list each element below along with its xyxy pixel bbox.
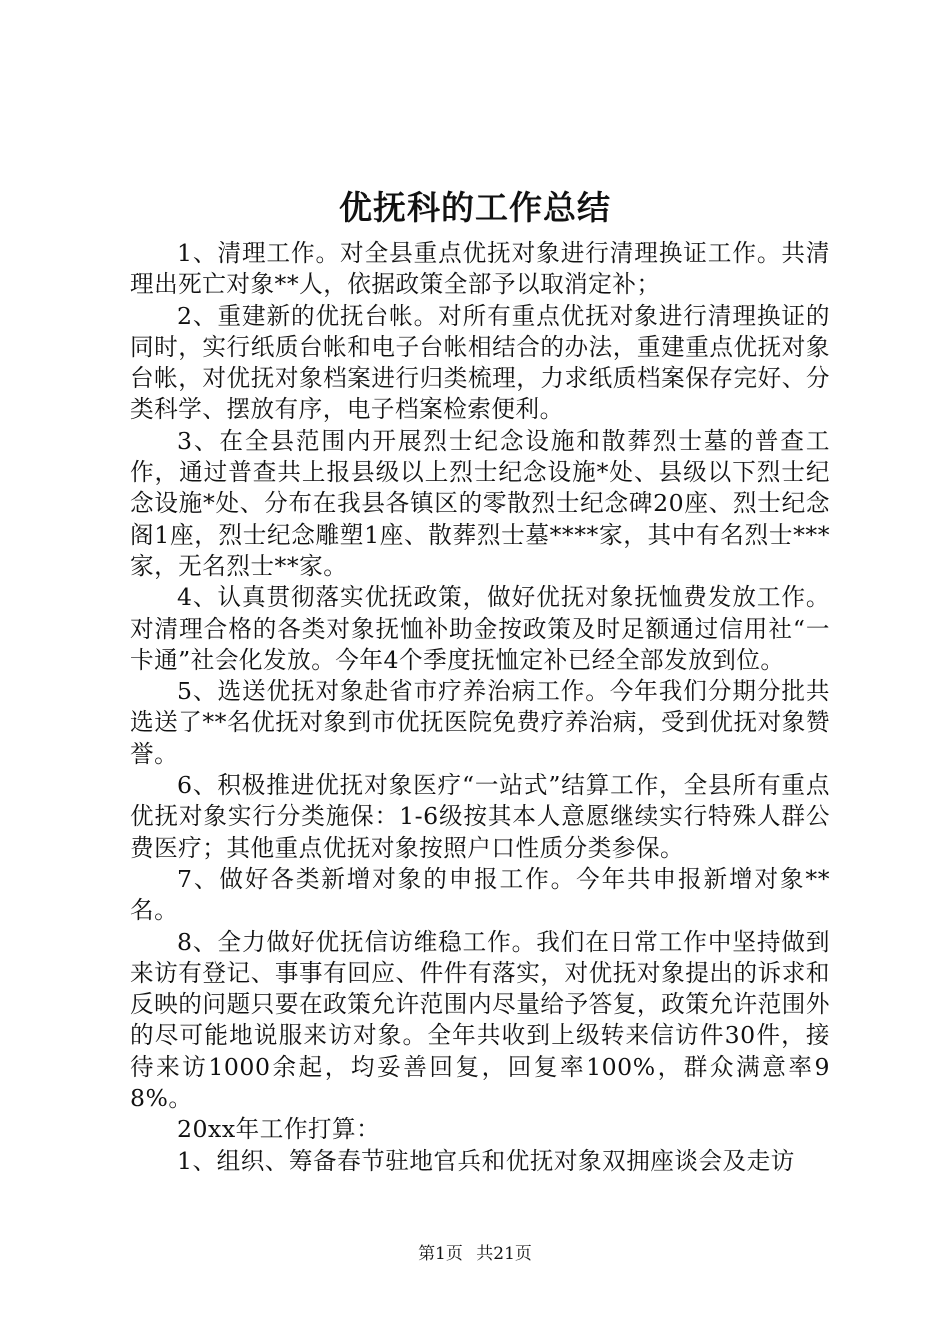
paragraph-8: 8、全力做好优抚信访维稳工作。我们在日常工作中坚持做到来访有登记、事事有回应、件件有落实，对优抚对象提出的诉求和反映的问题只要在政策允许范围内尽量给予答复，政策允许范围外的尽可能地说服来访对象。全年共收到上级转来信访件30件，接待来访1000余起，均妥善回复，回复率100%，群众满意率98%。	[130, 927, 830, 1113]
paragraph-2: 2、重建新的优抚台帐。对所有重点优抚对象进行清理换证的同时，实行纸质台帐和电子台帐相结合的办法，重建重点优抚对象台帐，对优抚对象档案进行归类梳理，力求纸质档案保存完好、分类科学、摆放有序，电子档案检索便利。	[130, 301, 830, 424]
page-number: 第1页	[418, 1244, 463, 1264]
document-body	[130, 238, 830, 1177]
paragraph-3: 3、在全县范围内开展烈士纪念设施和散葬烈士墓的普查工作，通过普查共上报县级以上烈士纪念设施*处、县级以下烈士纪念设施*处、分布在我县各镇区的零散烈士纪念碑20座、烈士纪念阁1座，烈士纪念雕塑1座、散葬烈士墓****家，其中有名烈士***家，无名烈士**家。	[130, 426, 830, 580]
plan-item-1: 1、组织、筹备春节驻地官兵和优抚对象双拥座谈会及走访	[177, 1146, 795, 1175]
paragraph-7: 7、做好各类新增对象的申报工作。今年共申报新增对象**名。	[130, 864, 830, 925]
paragraph-4: 4、认真贯彻落实优抚政策，做好优抚对象抚恤费发放工作。对清理合格的各类对象抚恤补助金按政策及时足额通过信用社“一卡通”社会化发放。今年4个季度抚恤定补已经全部发放到位。	[130, 583, 830, 674]
paragraph-6: 6、积极推进优抚对象医疗“一站式”结算工作，全县所有重点优抚对象实行分类施保：1-6级按其本人意愿继续实行特殊人群公费医疗；其他重点优抚对象按照户口性质分类参保。	[130, 771, 830, 862]
document-title: 优抚科的工作总结	[339, 188, 611, 227]
paragraph-5: 5、选送优抚对象赴省市疗养治病工作。今年我们分期分批共选送了**名优抚对象到市优抚医院免费疗养治病，受到优抚对象赞誉。	[130, 677, 830, 768]
paragraph-1: 1、清理工作。对全县重点优抚对象进行清理换证工作。共清理出死亡对象**人，依据政策全部予以取消定补；	[130, 239, 830, 299]
page-footer	[0, 1242, 950, 1266]
plan-heading: 20xx年工作打算：	[177, 1115, 381, 1144]
page-total: 共21页	[476, 1244, 532, 1264]
